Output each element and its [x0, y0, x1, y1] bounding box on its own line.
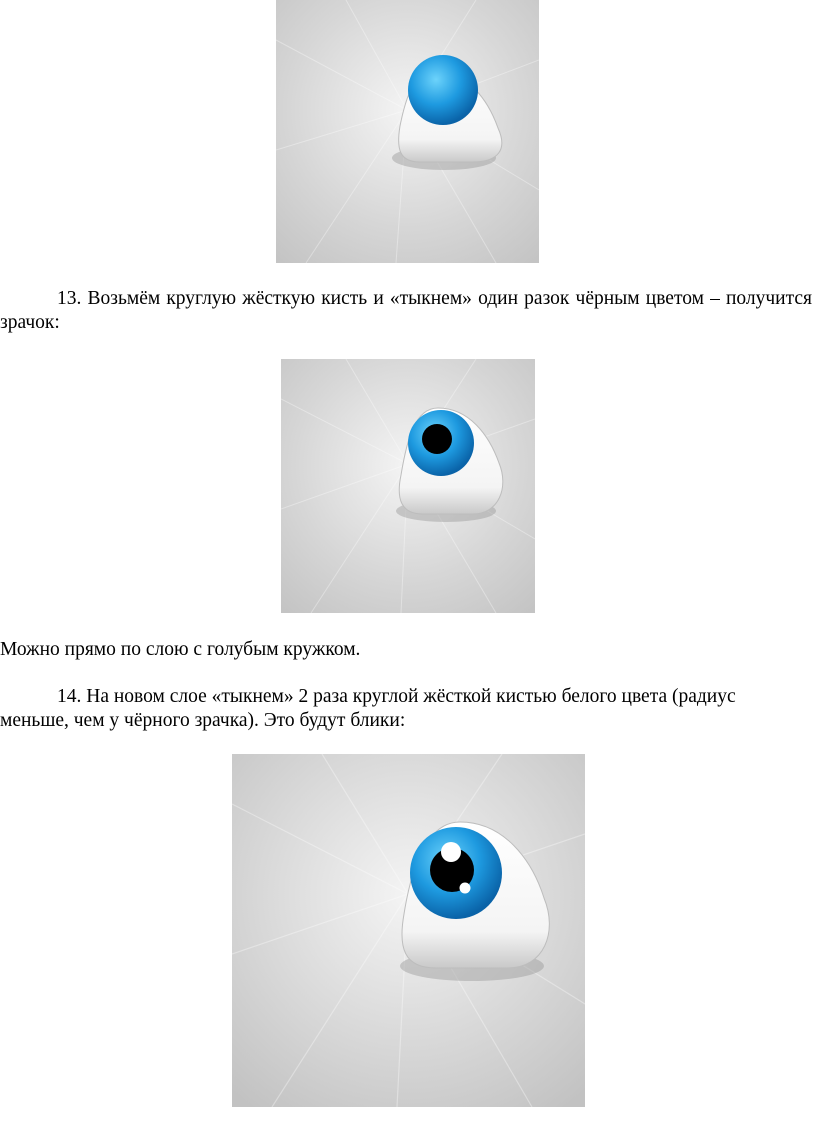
- eye-iris: [408, 55, 478, 125]
- figure-eye-with-pupil: [281, 359, 535, 613]
- figure-eye-blue-iris: [276, 0, 539, 263]
- eye-illustration-3: [232, 754, 585, 1107]
- eye-pupil: [422, 424, 452, 454]
- eye-illustration-1: [276, 0, 539, 263]
- note-paragraph: Можно прямо по слою с голубым кружком.: [0, 639, 361, 660]
- step-13-paragraph: 13. Возьмём круглую жёсткую кисть и «тыкнем» один разок чёрным цветом – получится зрачок:: [0, 288, 812, 333]
- eye-highlight-small: [460, 883, 471, 894]
- eye-highlight-large: [441, 842, 461, 862]
- eye-illustration-2: [281, 359, 535, 613]
- figure-eye-with-highlights: [232, 754, 585, 1107]
- step-14-paragraph: 14. На новом слое «тыкнем» 2 раза круглой жёсткой кистью белого цвета (радиус меньше, чем у чёрного зрачка). Это будут блики:: [0, 686, 736, 731]
